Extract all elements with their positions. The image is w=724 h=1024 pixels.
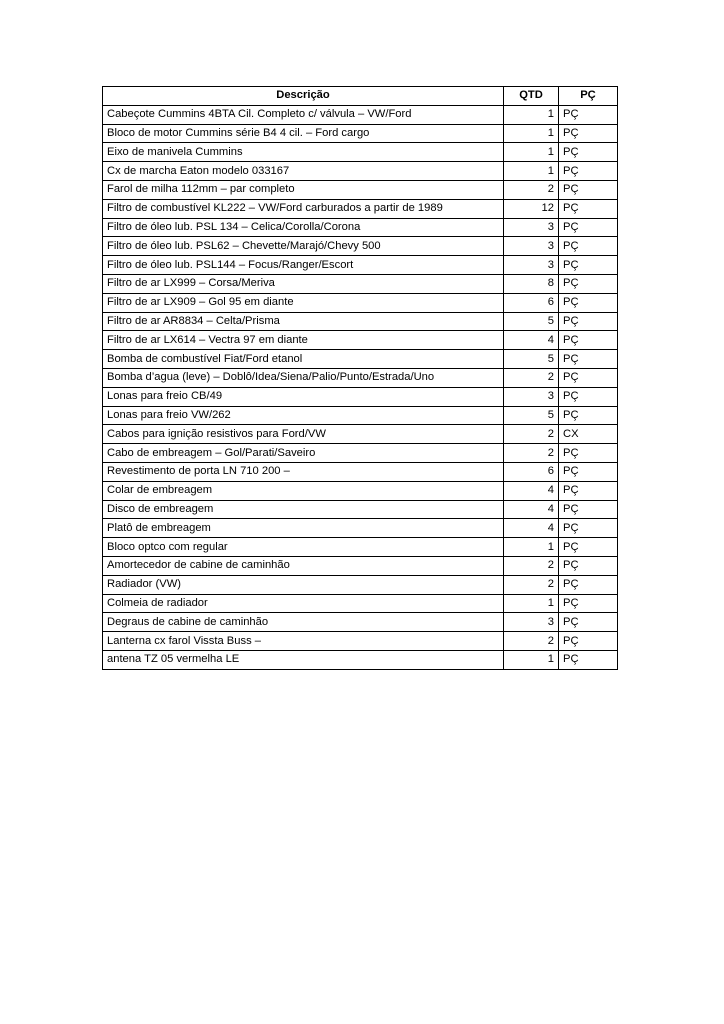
cell-pc: PÇ [559,199,618,218]
cell-descricao: Platô de embreagem [103,519,504,538]
cell-pc: PÇ [559,331,618,350]
cell-descricao: Farol de milha 112mm – par completo [103,180,504,199]
table-row [103,632,618,651]
cell-qtd: 3 [504,218,559,237]
cell-qtd: 2 [504,180,559,199]
cell-descricao: Lonas para freio VW/262 [103,406,504,425]
cell-qtd: 2 [504,575,559,594]
table-row [103,406,618,425]
cell-qtd: 1 [504,594,559,613]
cell-qtd: 4 [504,519,559,538]
cell-descricao: Disco de embreagem [103,500,504,519]
table-header [103,87,618,106]
header-pc: PÇ [559,87,618,106]
cell-qtd: 6 [504,462,559,481]
table-row [103,237,618,256]
cell-descricao: Filtro de óleo lub. PSL 134 – Celica/Corolla/Corona [103,218,504,237]
cell-pc: PÇ [559,406,618,425]
cell-descricao: Filtro de óleo lub. PSL62 – Chevette/Marajó/Chevy 500 [103,237,504,256]
table-row [103,500,618,519]
table-row [103,387,618,406]
cell-pc: PÇ [559,444,618,463]
table-row [103,613,618,632]
cell-descricao: Filtro de óleo lub. PSL144 – Focus/Ranger/Escort [103,256,504,275]
cell-descricao: Lonas para freio CB/49 [103,387,504,406]
table-row [103,331,618,350]
cell-pc: PÇ [559,556,618,575]
cell-descricao: Cabeçote Cummins 4BTA Cil. Completo c/ válvula – VW/Ford [103,105,504,124]
cell-pc: PÇ [559,180,618,199]
table-row [103,105,618,124]
cell-qtd: 1 [504,538,559,557]
table-row [103,575,618,594]
cell-pc: PÇ [559,594,618,613]
cell-descricao: Colmeia de radiador [103,594,504,613]
cell-pc: PÇ [559,462,618,481]
cell-qtd: 4 [504,500,559,519]
cell-pc: PÇ [559,575,618,594]
cell-qtd: 5 [504,312,559,331]
cell-pc: PÇ [559,538,618,557]
cell-qtd: 3 [504,256,559,275]
table-row [103,650,618,669]
cell-descricao: Eixo de manivela Cummins [103,143,504,162]
cell-pc: PÇ [559,519,618,538]
cell-qtd: 4 [504,331,559,350]
cell-qtd: 6 [504,293,559,312]
cell-qtd: 4 [504,481,559,500]
cell-descricao: Filtro de ar AR8834 – Celta/Prisma [103,312,504,331]
cell-descricao: Radiador (VW) [103,575,504,594]
cell-pc: PÇ [559,218,618,237]
cell-qtd: 12 [504,199,559,218]
cell-descricao: Filtro de combustível KL222 – VW/Ford carburados a partir de 1989 [103,199,504,218]
cell-qtd: 5 [504,406,559,425]
header-qtd: QTD [504,87,559,106]
cell-pc: PÇ [559,500,618,519]
cell-qtd: 2 [504,632,559,651]
cell-pc: PÇ [559,274,618,293]
cell-pc: PÇ [559,312,618,331]
cell-pc: PÇ [559,650,618,669]
parts-table [102,86,618,670]
table-row [103,594,618,613]
cell-descricao: Filtro de ar LX999 – Corsa/Meriva [103,274,504,293]
cell-pc: PÇ [559,387,618,406]
cell-descricao: Amortecedor de cabine de caminhão [103,556,504,575]
table-row [103,199,618,218]
cell-qtd: 2 [504,444,559,463]
table-row [103,556,618,575]
cell-pc: PÇ [559,124,618,143]
cell-pc: PÇ [559,350,618,369]
table-row [103,444,618,463]
cell-pc: PÇ [559,293,618,312]
cell-descricao: Cx de marcha Eaton modelo 033167 [103,162,504,181]
cell-pc: PÇ [559,143,618,162]
header-row [103,87,618,106]
table-row [103,256,618,275]
cell-qtd: 5 [504,350,559,369]
cell-descricao: Cabo de embreagem – Gol/Parati/Saveiro [103,444,504,463]
cell-qtd: 1 [504,143,559,162]
header-descricao: Descrição [103,87,504,106]
cell-qtd: 2 [504,368,559,387]
cell-pc: PÇ [559,256,618,275]
table-row [103,481,618,500]
cell-descricao: Bomba d’agua (leve) – Doblô/Idea/Siena/Palio/Punto/Estrada/Uno [103,368,504,387]
cell-qtd: 3 [504,613,559,632]
table-row [103,462,618,481]
table-row [103,180,618,199]
cell-pc: PÇ [559,613,618,632]
table-row [103,293,618,312]
table-row [103,519,618,538]
cell-descricao: Filtro de ar LX909 – Gol 95 em diante [103,293,504,312]
table-row [103,350,618,369]
table-row [103,425,618,444]
cell-qtd: 3 [504,237,559,256]
cell-pc: PÇ [559,237,618,256]
cell-qtd: 3 [504,387,559,406]
cell-pc: PÇ [559,368,618,387]
cell-pc: PÇ [559,105,618,124]
cell-pc: PÇ [559,632,618,651]
cell-descricao: Bloco de motor Cummins série B4 4 cil. – Ford cargo [103,124,504,143]
cell-descricao: Bomba de combustível Fiat/Ford etanol [103,350,504,369]
table-row [103,143,618,162]
table-row [103,218,618,237]
cell-qtd: 1 [504,124,559,143]
cell-pc: PÇ [559,481,618,500]
cell-descricao: Filtro de ar LX614 – Vectra 97 em diante [103,331,504,350]
table-row [103,312,618,331]
cell-qtd: 1 [504,105,559,124]
cell-pc: CX [559,425,618,444]
cell-qtd: 1 [504,650,559,669]
cell-qtd: 2 [504,425,559,444]
cell-qtd: 8 [504,274,559,293]
table-row [103,124,618,143]
cell-descricao: antena TZ 05 vermelha LE [103,650,504,669]
table-row [103,368,618,387]
table-row [103,274,618,293]
cell-descricao: Colar de embreagem [103,481,504,500]
cell-descricao: Bloco optco com regular [103,538,504,557]
cell-descricao: Cabos para ignição resistivos para Ford/VW [103,425,504,444]
table-body [103,105,618,669]
cell-descricao: Lanterna cx farol Vissta Buss – [103,632,504,651]
cell-descricao: Revestimento de porta LN 710 200 – [103,462,504,481]
cell-descricao: Degraus de cabine de caminhão [103,613,504,632]
cell-qtd: 2 [504,556,559,575]
table-row [103,538,618,557]
table-row [103,162,618,181]
cell-pc: PÇ [559,162,618,181]
cell-qtd: 1 [504,162,559,181]
